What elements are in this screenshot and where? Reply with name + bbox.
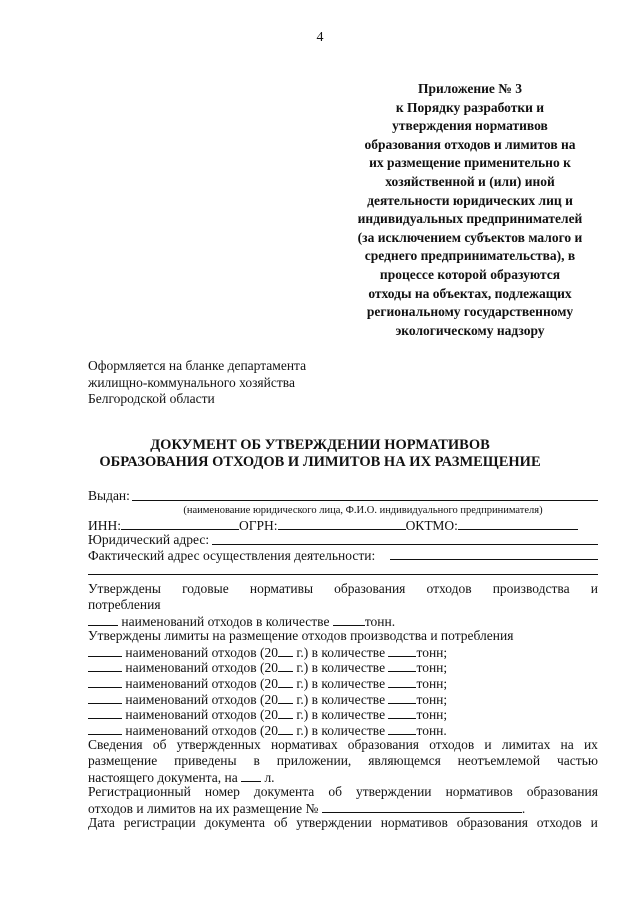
word: документа [253,784,315,800]
document-form [88,488,598,831]
limit-names-label: наименований отходов (20 [125,644,278,660]
issued-row [88,488,598,504]
appendix-line: их размещение применительно к [369,155,571,171]
appendix-line: процессе которой образуются [379,266,561,282]
limit-unit: тонн. [416,722,447,738]
issuer-line: Белгородской области [88,391,215,406]
norms-count-row [88,613,598,629]
inn-field[interactable] [121,517,239,530]
inn-label: ИНН: [88,517,121,533]
limit-row [88,691,598,707]
appendix-header [330,80,610,340]
limit-names-field[interactable] [88,706,122,719]
legal-address-label: Юридический адрес: [88,532,210,548]
limit-tons-field[interactable] [388,659,416,672]
limit-row [88,644,598,660]
word: документа [204,815,265,831]
word: об [328,784,342,800]
limit-year-close: г.) в количестве [296,675,386,691]
limit-unit: тонн; [416,691,448,707]
word: лимитах [501,737,551,753]
word: утверждении [355,784,432,800]
word: нормативах [270,737,338,753]
date-line-1 [88,815,598,831]
ids-row [88,517,598,533]
norms-tons-field[interactable] [333,613,365,626]
info-line-1 [88,737,598,753]
limit-tons-field[interactable] [388,675,416,688]
appendix-line: (за исключением субъектов малого и [357,229,583,245]
word: регистрации [123,815,196,831]
reg-line-2 [88,800,598,816]
word: приведены [174,752,237,768]
limit-names-label: наименований отходов (20 [125,675,278,691]
limit-year-field[interactable] [278,691,293,704]
limits-heading: Утверждены лимиты на размещение отходов производства и потребления [88,628,514,644]
word: отходов [429,737,475,753]
document-title [0,437,640,471]
actual-address-continuation [88,563,598,577]
ogrn-label: ОГРН: [239,517,278,533]
limit-year-close: г.) в количестве [296,644,386,660]
actual-address-field[interactable] [390,559,598,560]
limit-year-field[interactable] [278,644,293,657]
word: номер [204,784,240,800]
issuer-line: жилищно-коммунального хозяйства [88,374,295,390]
word: и [484,737,492,753]
limit-year-close: г.) в количестве [296,660,386,676]
issued-caption: (наименование юридического лица, Ф.И.О. индивидуального предпринимателя) [183,504,543,516]
word: нормативов [380,815,448,831]
reg-number-suffix: . [521,800,526,816]
oktmo-field[interactable] [458,517,578,530]
word: утвержденных [176,737,261,753]
reg-line-1 [88,784,598,800]
info-line-3 [88,769,598,785]
info-pages-prefix: настоящего документа, на [88,769,238,785]
approved-norms-line-1 [88,581,598,597]
word: отходов [426,581,472,597]
limit-names-field[interactable] [88,659,122,672]
appendix-line: среднего предпринимательства), в [364,248,576,264]
limit-names-label: наименований отходов (20 [125,691,278,707]
actual-address-field-2[interactable] [88,574,598,575]
info-line-2 [88,753,598,769]
reg-number-prefix: отходов и лимитов на их размещение № [88,800,319,816]
word: образования [334,581,406,597]
limit-unit: тонн; [416,660,448,676]
word: и [590,581,598,597]
limit-unit: тонн; [416,675,448,691]
limit-tons-field[interactable] [388,722,416,735]
limit-tons-field[interactable] [388,706,416,719]
limit-year-close: г.) в количестве [296,722,386,738]
word: об [152,737,167,753]
word: отходов [536,815,582,831]
appendix-line: образования отходов и лимитов на [364,136,576,152]
norms-count-suffix: тонн. [364,613,396,629]
word: размещение [88,752,158,768]
norms-names-count-field[interactable] [88,613,118,626]
oktmo-label: ОКТМО: [405,517,458,533]
page-number: 4 [316,30,324,45]
word: неотъемлемой [457,752,541,768]
appendix-line: утверждения нормативов [392,118,548,134]
word: образования [526,784,598,800]
actual-address-row [88,548,598,564]
legal-address-row [88,532,598,548]
limit-row [88,675,598,691]
appendix-line: отходы на объектах, подлежащих [368,285,572,301]
limit-year-field[interactable] [278,659,293,672]
word: Сведения [88,737,143,753]
limit-names-label: наименований отходов (20 [125,707,278,723]
limit-unit: тонн; [416,707,448,723]
appendix-line: хозяйственной и (или) иной [385,173,555,189]
limit-tons-field[interactable] [388,691,416,704]
limit-names-field[interactable] [88,691,122,704]
legal-address-field[interactable] [212,544,598,545]
word: образования [456,815,528,831]
limit-names-field[interactable] [88,644,122,657]
word: частью [557,752,598,768]
appendix-line: деятельности юридических лиц и [367,192,573,208]
approved-norms-line-2: потребления [88,596,161,612]
info-pages-field[interactable] [241,769,261,782]
limit-year-close: г.) в количестве [296,691,386,707]
limit-names-label: наименований отходов (20 [125,660,278,676]
appendix-line: индивидуальных предпринимателей [357,211,583,227]
word: приложении, [276,752,352,768]
word: нормативы [249,581,314,597]
limit-names-field[interactable] [88,722,122,735]
issued-field[interactable] [132,500,598,501]
info-pages-suffix: л. [264,769,275,785]
word: образования [347,737,420,753]
word: и [590,815,598,831]
limit-row [88,659,598,675]
word: в [253,752,260,768]
issuer-note [88,358,306,408]
title-line: ДОКУМЕНТ ОБ УТВЕРЖДЕНИИ НОРМАТИВОВ [150,437,490,453]
issued-label: Выдан: [88,488,130,503]
word: утверждении [296,815,372,831]
ogrn-field[interactable] [278,517,406,530]
word: Утверждены [88,581,161,597]
word: являющемся [368,752,441,768]
appendix-line: Приложение № 3 [418,81,522,96]
limit-tons-field[interactable] [388,644,416,657]
title-line: ОБРАЗОВАНИЯ ОТХОДОВ И ЛИМИТОВ НА ИХ РАЗМЕЩЕНИЕ [99,454,541,470]
limit-year-field[interactable] [278,675,293,688]
word: производства [492,581,570,597]
limit-row [88,706,598,722]
limit-unit: тонн; [416,644,448,660]
limit-row [88,722,598,738]
word: Дата [88,815,115,831]
actual-address-label: Фактический адрес осуществления деятельности: [88,547,376,563]
appendix-line: к Порядку разработки и [395,99,545,115]
word: Регистрационный [88,784,191,800]
word: их [583,737,598,753]
issuer-line: Оформляется на бланке департамента [88,358,307,373]
word: нормативов [445,784,513,800]
word: годовые [182,581,229,597]
word: на [560,737,574,753]
appendix-line: экологическому надзору [395,322,545,338]
limit-names-field[interactable] [88,675,122,688]
appendix-line: региональному государственному [366,304,574,320]
limit-names-label: наименований отходов (20 [125,722,278,738]
reg-number-field[interactable] [322,800,522,813]
norms-count-prefix: наименований отходов в количестве [121,613,330,629]
limit-year-close: г.) в количестве [296,707,386,723]
limit-year-field[interactable] [278,706,293,719]
word: об [273,815,288,831]
limit-year-field[interactable] [278,722,293,735]
